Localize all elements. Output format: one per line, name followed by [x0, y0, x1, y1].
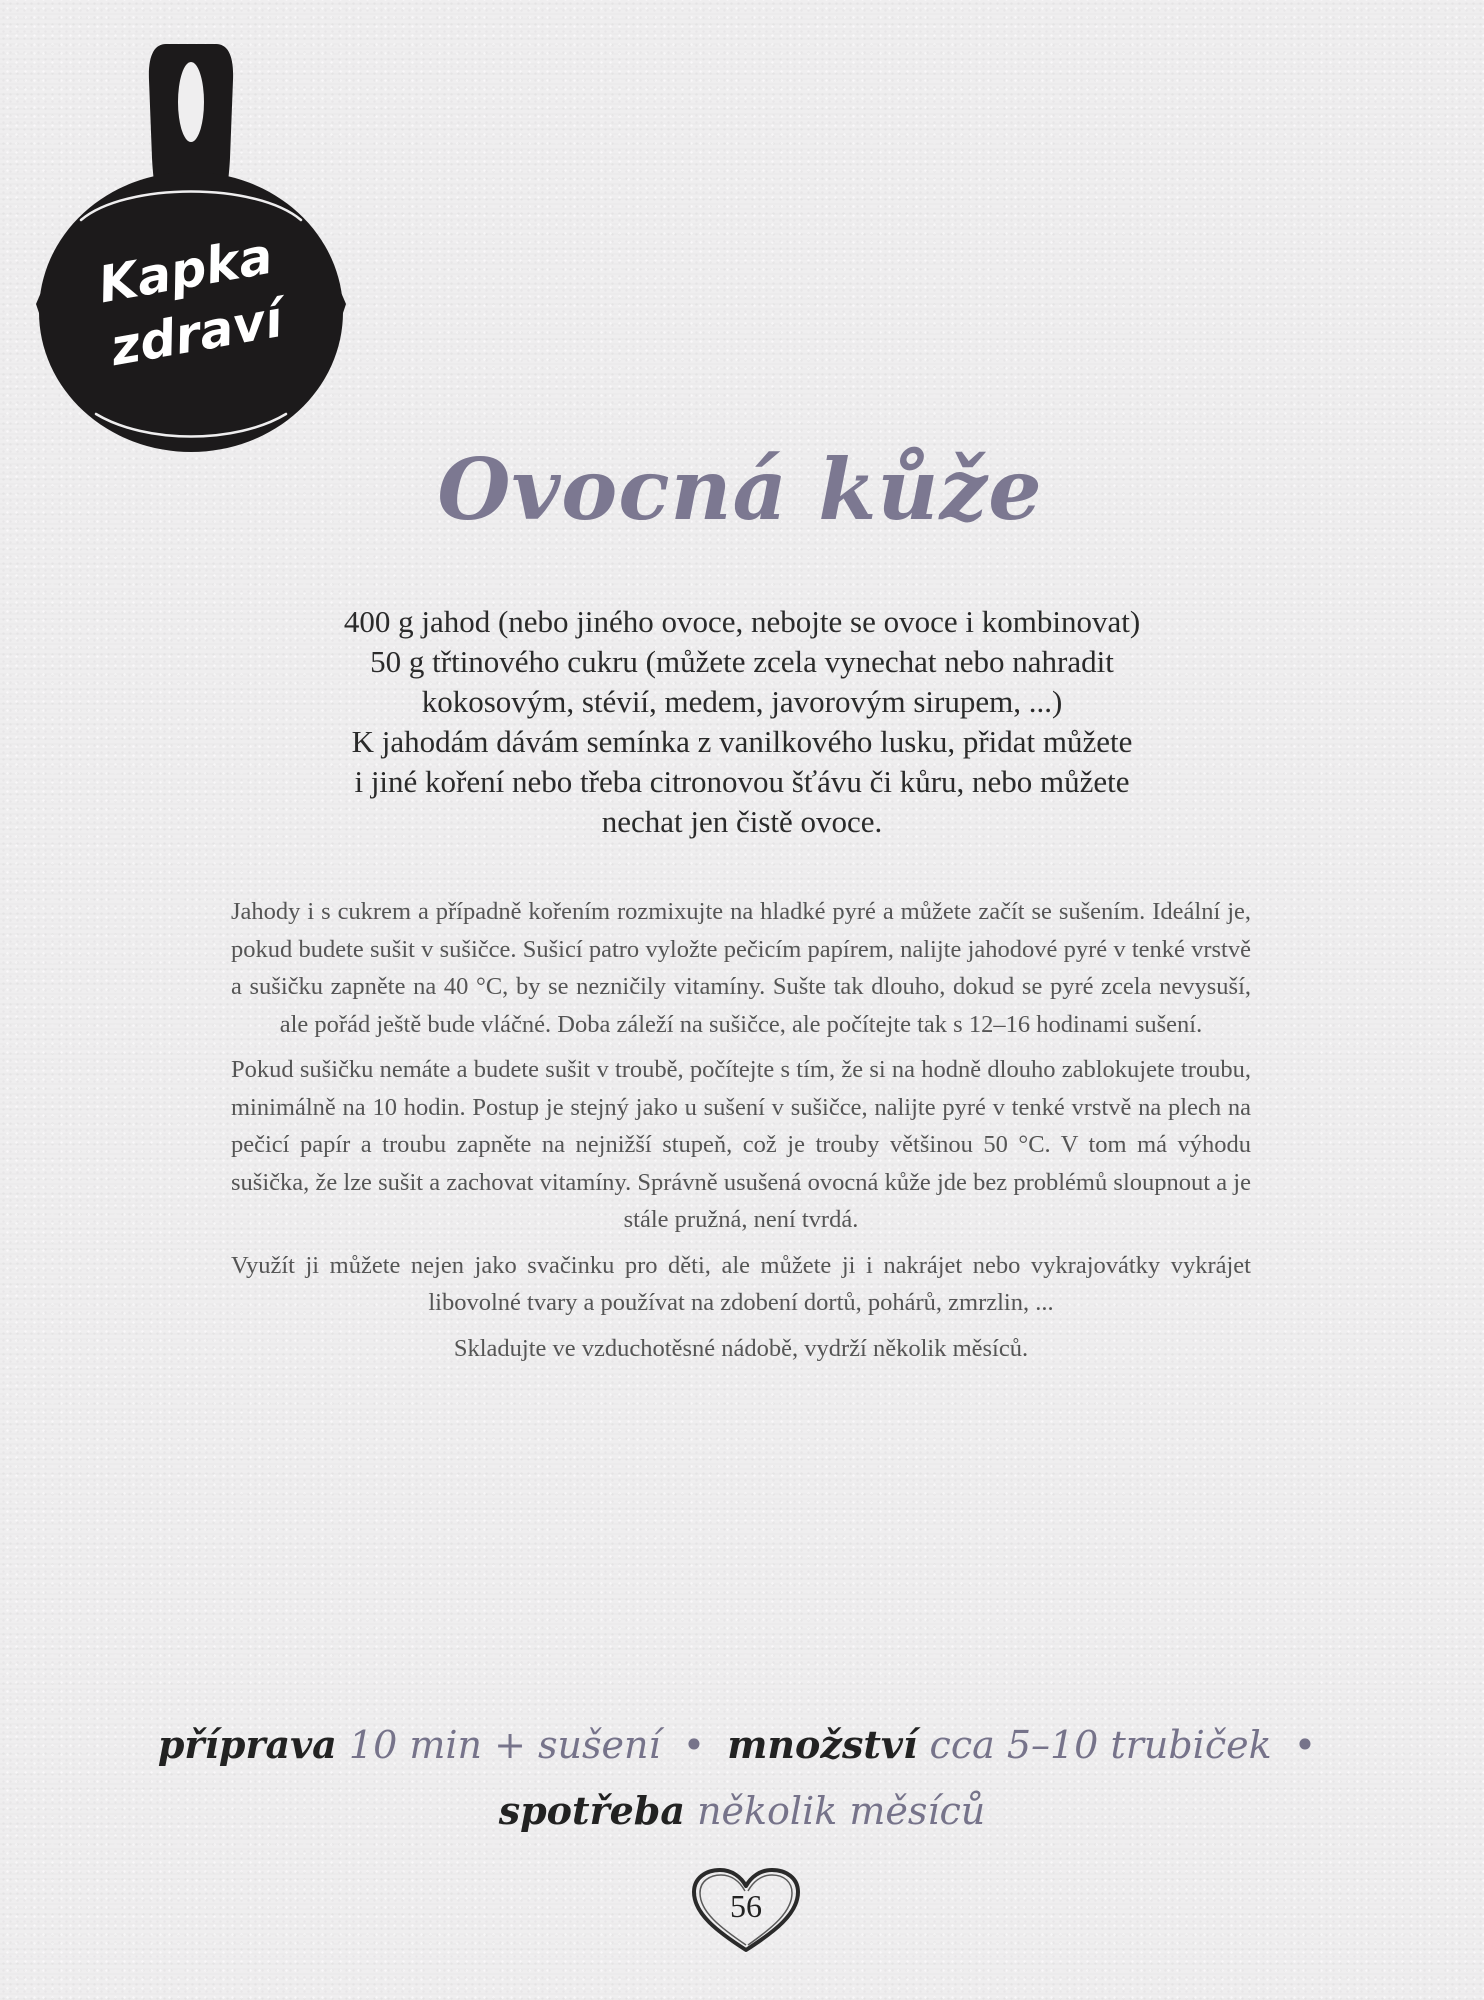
storage-value: několik měsíců [697, 1789, 986, 1833]
instruction-paragraph: Skladujte ve vzduchotěsné nádobě, vydrží několik měsíců. [453, 1334, 1029, 1362]
prep-label: příprava [157, 1722, 337, 1767]
page-number-badge [688, 1866, 804, 1956]
pan-badge [36, 40, 346, 460]
instruction-paragraph: Využít ji můžete nejen jako svačinku pro děti, ale můžete ji i nakrájet nebo vykrajovátky vykrájet libovolné tvary a používat na zdobení dortů, pohárů, zmrzlin, ... [231, 1251, 1251, 1316]
separator-dot: • [682, 1723, 706, 1767]
badge-line-2: zdraví [106, 289, 287, 378]
storage-label: spotřeba [498, 1788, 685, 1833]
page-number: 56 [730, 1888, 762, 1924]
separator-dot: • [1293, 1723, 1317, 1767]
recipe-info [150, 1712, 1334, 1844]
info-line-1 [150, 1712, 1334, 1778]
quantity-value: cca 5–10 trubiček [929, 1723, 1272, 1767]
ingredient-line: 50 g třtinového cukru (můžete zcela vynechat nebo nahradit [370, 644, 1114, 679]
ingredient-line: 400 g jahod (nebo jiného ovoce, nebojte se ovoce i kombinovat) [343, 604, 1141, 639]
instructions [231, 893, 1251, 1375]
ingredient-line: nechat jen čistě ovoce. [601, 804, 883, 839]
recipe-title: Ovocná kůže [437, 440, 1043, 539]
instruction-paragraph: Jahody i s cukrem a případně kořením rozmixujte na hladké pyré a můžete začít se sušením. Ideální je, pokud budete sušit v sušičce. Sušicí patro vyložte pečicím papírem, nalijte jahodové pyré v tenké vrstvě a sušičku zapněte na 40 °C, by se nezničily vitamíny. Sušte tak dlouho, dokud se pyré zcela nevysuší, ale pořád ještě bude vláčné. Doba záleží na sušičce, ale počítejte tak s 12–16 hodinami sušení. [231, 898, 1251, 1038]
prep-value: 10 min + sušení [348, 1723, 661, 1767]
badge-line-1: Kapka [94, 226, 277, 315]
instruction-paragraph: Pokud sušičku nemáte a budete sušit v troubě, počítejte s tím, že si na hodně dlouho zablokujete troubu, minimálně na 10 hodin. Postup je stejný jako u sušení v sušičce, nalijte pyré v tenké vrstvě na plech na pečicí papír a troubu zapněte na nejnižší stupeň, což je trouby většinou 50 °C. V tom má výhodu sušička, že lze sušit a zachovat vitamíny. Správně usušená ovocná kůže jde bez problémů sloupnout a je stále pružná, není tvrdá. [231, 1056, 1251, 1233]
quantity-label: množství [727, 1722, 918, 1767]
ingredient-line: K jahodám dávám semínka z vanilkového lusku, přidat můžete [351, 724, 1133, 759]
info-line-2 [150, 1778, 1334, 1844]
ingredient-line: kokosovým, stévií, medem, javorovým sirupem, ...) [421, 684, 1063, 719]
ingredients-block [200, 602, 1284, 842]
ingredient-line: i jiné koření nebo třeba citronovou šťávu či kůru, nebo můžete [354, 764, 1130, 799]
